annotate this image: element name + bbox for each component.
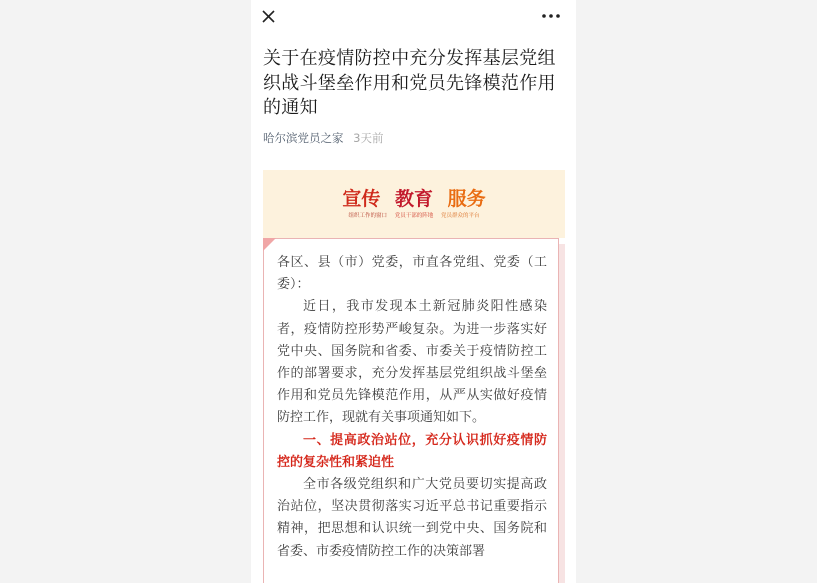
section-heading: 一、提高政治站位，充分认识抓好疫情防控的复杂性和紧迫性 (277, 432, 547, 470)
card-corner-decoration (263, 238, 276, 251)
close-button[interactable] (259, 6, 279, 26)
banner-word-service: 服务 (447, 188, 486, 210)
salutation: 各区、县（市）党委，市直各党组、党委（工委）： (277, 255, 547, 293)
banner-word-education: 教育 (394, 188, 433, 210)
article-title: 关于在疫情防控中充分发挥基层党组织战斗堡垒作用和党员先锋模范作用的通知 (263, 48, 556, 118)
account-name-link[interactable]: 哈尔滨党员之家 (263, 131, 344, 145)
top-bar (251, 0, 576, 34)
header-banner-image (263, 170, 565, 238)
close-icon (259, 6, 279, 26)
banner-subtitles (263, 212, 565, 220)
banner-sub-1: 组织工作的窗口 (348, 213, 387, 219)
more-options-icon (540, 6, 562, 26)
body-paragraph: 近日，我市发现本土新冠肺炎阳性感染者，疫情防控形势严峻复杂。为进一步落实好党中央、国务院和省委、市委关于疫情防控工作的部署要求，充分发挥基层党组织战斗堡垒作用和党员先锋模范作用，从严从实做好疫情防控工作，现就有关事项通知如下。 (277, 299, 547, 426)
more-options-button[interactable] (540, 6, 562, 26)
banner-sub-3: 党员群众的平台 (441, 213, 480, 219)
banner-word-propaganda: 宣传 (342, 188, 381, 210)
banner-sub-2: 党员干部的阵地 (394, 213, 434, 219)
body-paragraph: 全市各级党组织和广大党员要切实提高政治站位，坚决贯彻落实习近平总书记重要指示精神，把思想和认识统一到党中央、国务院和省委、市委疫情防控工作的决策部署 (277, 477, 547, 559)
publish-time: 3天前 (353, 131, 384, 145)
banner-slogan (263, 187, 565, 211)
article-body (277, 252, 547, 563)
card-shadow (559, 244, 565, 583)
article-meta (263, 130, 383, 146)
article-view (251, 0, 576, 583)
